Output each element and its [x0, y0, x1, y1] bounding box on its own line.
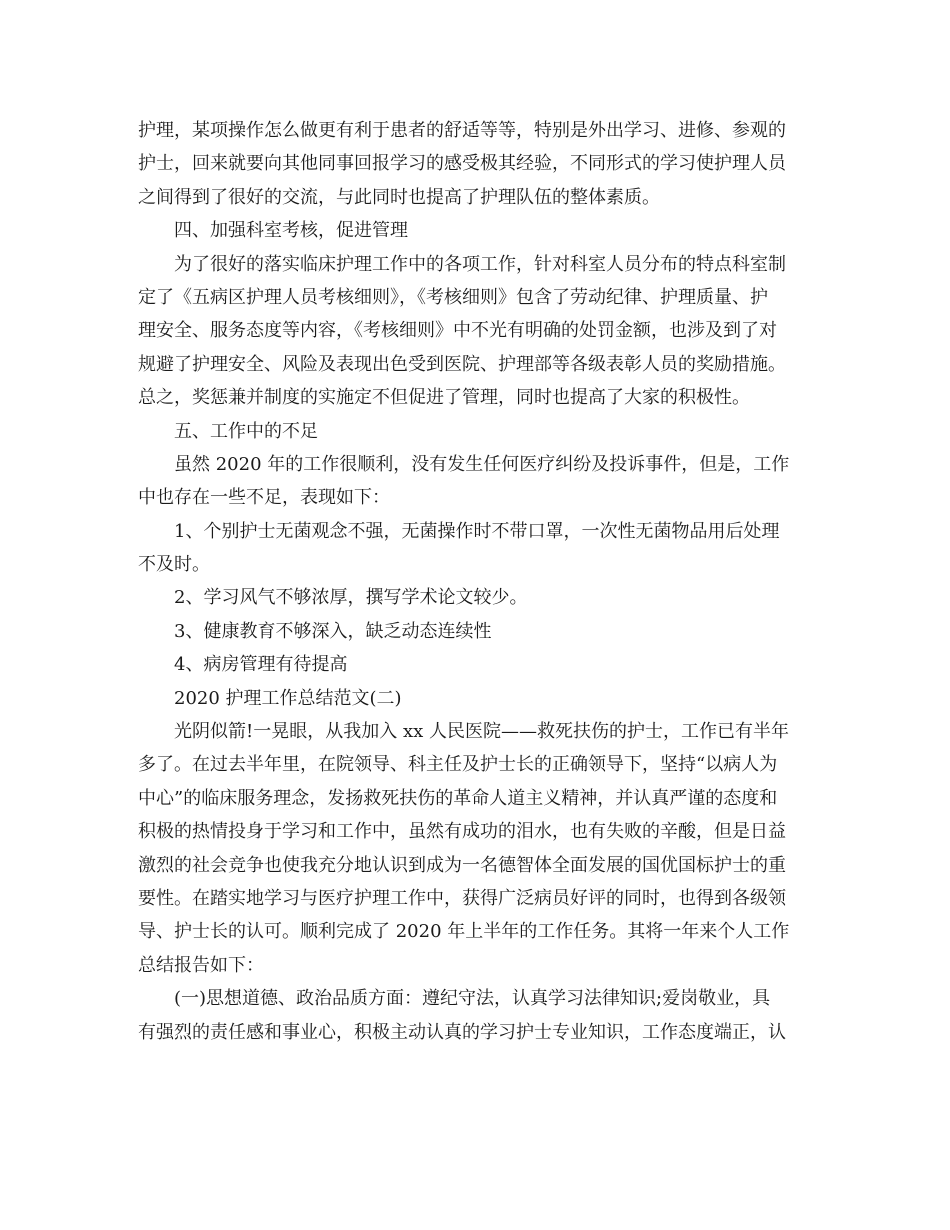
list-item: 2、学习风气不够浓厚，撰写学术论文较少。 — [174, 587, 528, 609]
text-line: 规避了护理安全、风险及表现出色受到医院、护理部等各级表彰人员的奖励措施。 — [138, 353, 786, 375]
text-line: 总结报告如下： — [138, 954, 264, 976]
text-line: 定了《五病区护理人员考核细则》，《考核细则》包含了劳动纪律、护理质量、护 — [138, 286, 768, 308]
text-line: 总之，奖惩兼并制度的实施定不但促进了管理，同时也提高了大家的积极性。 — [138, 387, 750, 409]
section-heading: 五、工作中的不足 — [174, 420, 318, 442]
text-line: (一)思想道德、政治品质方面：遵纪守法，认真学习法律知识;爱岗敬业，具 — [174, 988, 771, 1010]
text-line: 理安全、服务态度等内容，《考核细则》中不光有明确的处罚金额，也涉及到了对 — [138, 320, 777, 342]
list-item: 4、病房管理有待提高 — [174, 654, 348, 676]
section-heading: 四、加强科室考核，促进管理 — [174, 220, 408, 242]
text-line: 中心”的临床服务理念，发扬救死扶伤的革命人道主义精神，并认真严谨的态度和 — [138, 787, 778, 809]
text-line: 护士，回来就要向其他同事回报学习的感受极其经验，不同形式的学习使护理人员 — [138, 153, 786, 175]
text-line: 积极的热情投身于学习和工作中，虽然有成功的泪水，也有失败的辛酸，但是日益 — [138, 821, 786, 843]
section-heading: 2020 护理工作总结范文(二) — [174, 687, 402, 709]
text-line: 之间得到了很好的交流，与此同时也提高了护理队伍的整体素质。 — [138, 186, 660, 208]
text-line: 为了很好的落实临床护理工作中的各项工作，针对科室人员分布的特点科室制 — [174, 253, 786, 275]
text-line: 护理，某项操作怎么做更有利于患者的舒适等等，特别是外出学习、进修、参观的 — [138, 120, 786, 141]
document-body — [138, 114, 814, 1049]
text-line: 虽然 2020 年的工作很顺利，没有发生任何医疗纠纷及投诉事件，但是，工作 — [174, 453, 790, 475]
text-line: 不及时。 — [138, 554, 210, 576]
text-line: 有强烈的责任感和事业心，积极主动认真的学习护士专业知识，工作态度端正，认 — [138, 1021, 786, 1043]
text-line: 导、护士长的认可。顺利完成了 2020 年上半年的工作任务。其将一年来个人工作 — [138, 921, 790, 943]
text-line: 多了。在过去半年里，在院领导、科主任及护士长的正确领导下，坚持“以病人为 — [138, 754, 778, 776]
text-line: 要性。在踏实地学习与医疗护理工作中，获得广泛病员好评的同时，也得到各级领 — [138, 887, 786, 909]
text-line: 激烈的社会竞争也使我充分地认识到成为一名德智体全面发展的国优国标护士的重 — [138, 854, 786, 876]
text-line: 光阴似箭!一晃眼，从我加入 xx 人民医院——救死扶伤的护士，工作已有半年 — [174, 721, 789, 743]
text-line: 中也存在一些不足，表现如下： — [138, 487, 390, 509]
list-item: 3、健康教育不够深入，缺乏动态连续性 — [174, 620, 492, 642]
list-item: 1、个别护士无菌观念不强，无菌操作时不带口罩，一次性无菌物品用后处理 — [174, 520, 780, 542]
